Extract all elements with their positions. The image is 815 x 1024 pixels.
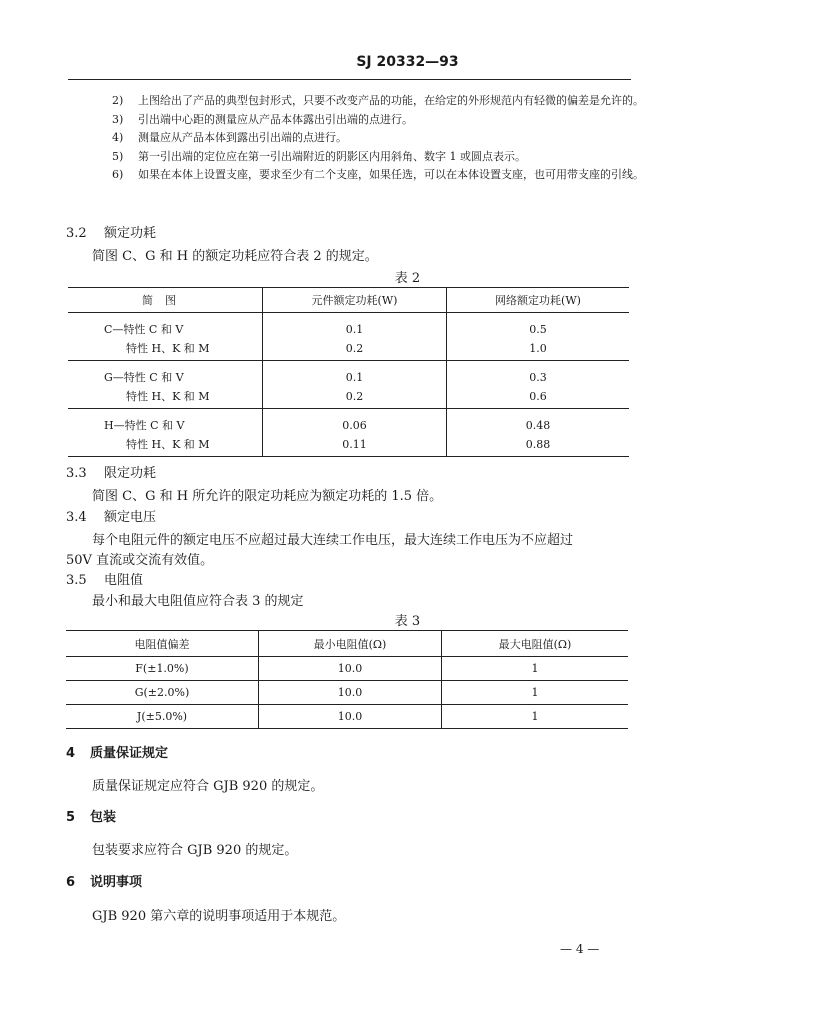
cell-text: G—特性 C 和 V (104, 371, 184, 384)
note-number: 3) (112, 112, 124, 126)
note-number: 5) (112, 149, 124, 163)
cell-text: H—特性 C 和 V (104, 419, 185, 432)
table-2 (68, 287, 629, 457)
tolerance-cell: F(±1.0%) (66, 657, 259, 681)
table-row (66, 681, 628, 705)
page-number: — 4 — (560, 942, 600, 956)
cell-value: 0.11 (342, 438, 367, 451)
note-text: 测量应从产品本体到露出引出端的点进行。 (138, 131, 347, 145)
table-row (66, 657, 628, 681)
note-item (112, 111, 652, 130)
section-title: 限定功耗 (104, 466, 157, 481)
section-6-body: GJB 920 第六章的说明事项适用于本规范。 (92, 909, 346, 924)
outline-cell (68, 313, 263, 361)
column-header: 最大电阻值(Ω) (442, 631, 629, 657)
note-text: 第一引出端的定位应在第一引出端附近的阴影区内用斜角、数字 1 或圆点表示。 (138, 149, 526, 163)
section-title: 额定电压 (104, 510, 157, 525)
max-resistance-cell: 1 (531, 710, 539, 723)
cell-value: 0.1 (345, 371, 364, 384)
column-header: 最小电阻值(Ω) (259, 631, 442, 657)
figure-notes (112, 92, 652, 185)
note-number: 4) (112, 131, 124, 145)
section-5-heading (66, 806, 116, 825)
section-title: 质量保证规定 (90, 746, 169, 761)
section-number: 3.5 (66, 573, 87, 588)
section-number: 4 (66, 746, 76, 761)
note-item (112, 166, 652, 185)
table-3-caption: 表 3 (394, 614, 421, 629)
element-power-cell (263, 361, 447, 409)
network-power-cell (447, 313, 630, 361)
document-code-header: SJ 20332—93 (356, 54, 459, 70)
section-3-3-heading (66, 462, 156, 481)
max-resistance-cell: 1 (442, 681, 629, 705)
section-title: 包装 (90, 810, 117, 825)
section-3-5-heading (66, 569, 143, 588)
cell-text: 特性 H、K 和 M (126, 438, 210, 451)
table-row (68, 313, 629, 361)
section-3-3-body: 简图 C、G 和 H 所允许的限定功耗应为额定功耗的 1.5 倍。 (92, 489, 443, 504)
cell-value: 0.2 (345, 342, 364, 355)
section-4-body: 质量保证规定应符合 GJB 920 的规定。 (92, 779, 324, 794)
note-text: 上图给出了产品的典型包封形式，只要不改变产品的功能，在给定的外形规范内有轻微的偏差是允许的。 (138, 94, 644, 107)
column-header: 电阻值偏差 (66, 631, 259, 657)
section-number: 3.4 (66, 510, 87, 525)
column-header: 简图 (68, 288, 263, 313)
section-3-2-body: 简图 C、G 和 H 的额定功耗应符合表 2 的规定。 (92, 249, 378, 264)
column-header: 元件额定功耗(W) (263, 288, 447, 313)
cell-value: 0.5 (529, 323, 547, 336)
min-resistance-cell: 10.0 (259, 681, 442, 705)
section-6-heading (66, 871, 142, 890)
min-resistance-cell: 10.0 (259, 705, 442, 729)
cell-value: 0.3 (529, 371, 547, 384)
header-rule (68, 79, 631, 80)
section-number: 3.3 (66, 466, 87, 481)
note-text: 引出端中心距的测量应从产品本体露出引出端的点进行。 (138, 112, 413, 126)
note-item (112, 129, 652, 148)
table-header-row (66, 631, 628, 657)
section-3-5-body: 最小和最大电阻值应符合表 3 的规定 (92, 594, 304, 609)
section-title: 额定功耗 (104, 226, 157, 241)
tolerance-cell: J(±5.0%) (66, 705, 259, 729)
note-text: 如果在本体上设置支座，要求至少有二个支座，如果任选，可以在本体设置支座，也可用带支座的引线。 (138, 168, 644, 182)
section-3-4-body-line1: 每个电阻元件的额定电压不应超过最大连续工作电压，最大连续工作电压为不应超过 (92, 533, 574, 548)
section-title: 电阻值 (104, 573, 144, 588)
outline-cell (68, 409, 263, 457)
network-power-cell (447, 409, 630, 457)
table-header-row (68, 288, 629, 313)
cell-value: 0.48 (525, 419, 551, 432)
note-item (112, 92, 652, 111)
section-number: 5 (66, 810, 76, 825)
cell-value: 0.06 (342, 419, 367, 432)
cell-text: 特性 H、K 和 M (126, 390, 210, 403)
element-power-cell (263, 409, 447, 457)
section-4-heading (66, 742, 168, 761)
cell-text: 特性 H、K 和 M (126, 342, 210, 355)
section-3-4-heading (66, 506, 156, 525)
table-2-caption: 表 2 (394, 271, 421, 286)
outline-cell (68, 361, 263, 409)
cell-value: 0.2 (345, 390, 364, 403)
section-5-body: 包装要求应符合 GJB 920 的规定。 (92, 843, 298, 858)
section-title: 说明事项 (90, 875, 143, 890)
note-number: 6) (112, 168, 124, 182)
section-3-4-body-line2: 50V 直流或交流有效值。 (66, 553, 214, 568)
note-number: 2) (112, 94, 124, 107)
table-3 (66, 630, 628, 729)
section-number: 6 (66, 875, 76, 890)
element-power-cell (263, 313, 447, 361)
table-row (66, 705, 628, 729)
cell-value: 1.0 (529, 342, 547, 355)
network-power-cell (447, 361, 630, 409)
section-number: 3.2 (66, 226, 87, 241)
max-resistance-cell: 1 (442, 657, 629, 681)
cell-value: 0.1 (345, 323, 364, 336)
column-header: 网络额定功耗(W) (447, 288, 630, 313)
note-item (112, 148, 652, 167)
cell-text: C—特性 C 和 V (104, 323, 184, 336)
table-row (68, 409, 629, 457)
table-row (68, 361, 629, 409)
min-resistance-cell: 10.0 (259, 657, 442, 681)
cell-value: 0.88 (525, 438, 551, 451)
tolerance-cell: G(±2.0%) (66, 681, 259, 705)
cell-value: 0.6 (529, 390, 547, 403)
section-3-2-heading (66, 222, 156, 241)
